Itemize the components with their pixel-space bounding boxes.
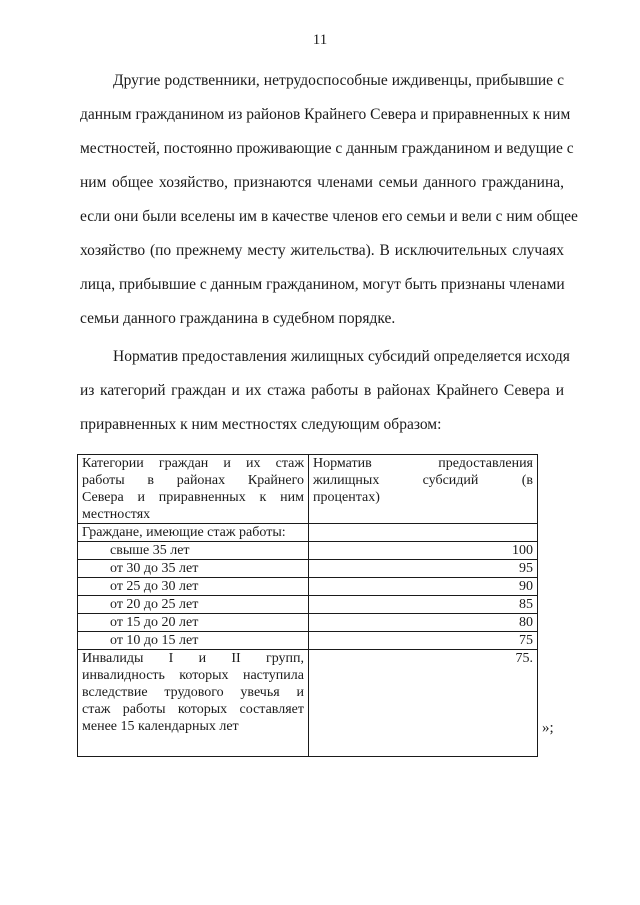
header-norm-line: Норматив предоставления xyxy=(313,456,533,471)
category-cell: от 10 до 15 лет xyxy=(78,632,309,650)
paragraph-line: семьи данного гражданина в судебном порядке. xyxy=(80,310,396,327)
invalids-value-cell: 75. xyxy=(309,650,538,757)
paragraph-line: Норматив предоставления жилищных субсидий определяется исходя xyxy=(113,348,570,365)
table-row xyxy=(78,560,538,578)
paragraph-line: приравненных к ним местностях следующим образом: xyxy=(80,416,442,433)
table-row xyxy=(78,614,538,632)
header-norm-line: процентах) xyxy=(313,490,380,505)
header-norm-cell xyxy=(309,455,538,524)
header-category-cell xyxy=(78,455,309,524)
table-row xyxy=(78,542,538,560)
value-cell: 80 xyxy=(309,614,538,632)
invalids-line: вследствие трудового увечья и xyxy=(82,685,304,700)
table-group-row xyxy=(78,524,538,542)
page-number: 11 xyxy=(312,32,328,48)
table-row xyxy=(78,596,538,614)
paragraph-line: данным гражданином из районов Крайнего Севера и приравненных к ним xyxy=(80,106,571,123)
table-row xyxy=(78,632,538,650)
value-cell: 95 xyxy=(309,560,538,578)
table-header-row xyxy=(78,455,538,524)
paragraph-line: ним общее хозяйство, признаются членами семьи данного гражданина, xyxy=(80,174,564,191)
header-category-line: Севера и приравненных к ним xyxy=(82,490,304,505)
table-row-invalids xyxy=(78,650,538,757)
paragraph-line: из категорий граждан и их стажа работы в районах Крайнего Севера и xyxy=(80,382,564,399)
header-category-line: местностях xyxy=(82,507,151,522)
value-cell: 100 xyxy=(309,542,538,560)
paragraph-line: Другие родственники, нетрудоспособные иждивенцы, прибывшие с xyxy=(113,72,564,89)
invalids-category-cell xyxy=(78,650,309,757)
invalids-line: инвалидность которых наступила xyxy=(82,668,304,683)
paragraph-line: местностей, постоянно проживающие с данным гражданином и ведущие с xyxy=(80,140,574,157)
paragraph-line: лица, прибывшие с данным гражданином, могут быть признаны членами xyxy=(80,276,565,293)
invalids-line: Инвалиды I и II групп, xyxy=(82,651,304,666)
category-cell: от 20 до 25 лет xyxy=(78,596,309,614)
group-value-cell xyxy=(309,524,538,542)
closing-quote-mark: »; xyxy=(542,720,554,736)
paragraph-line: если они были вселены им в качестве членов его семьи и вели с ним общее xyxy=(80,208,578,225)
invalids-line: менее 15 календарных лет xyxy=(82,719,239,734)
value-cell: 75 xyxy=(309,632,538,650)
table-row xyxy=(78,578,538,596)
value-cell: 90 xyxy=(309,578,538,596)
category-cell: от 15 до 20 лет xyxy=(78,614,309,632)
category-cell: свыше 35 лет xyxy=(78,542,309,560)
subsidy-norm-table xyxy=(77,454,538,757)
header-norm-line: жилищных субсидий (в xyxy=(313,473,533,488)
paragraph-line: хозяйство (по прежнему месту жительства). В исключительных случаях xyxy=(80,242,564,259)
group-label-cell: Граждане, имеющие стаж работы: xyxy=(78,524,309,542)
paragraph-family-members xyxy=(80,64,578,336)
value-cell: 85 xyxy=(309,596,538,614)
header-category-line: работы в районах Крайнего xyxy=(82,473,304,488)
header-category-line: Категории граждан и их стаж xyxy=(82,456,304,471)
invalids-line: стаж работы которых составляет xyxy=(82,702,304,717)
category-cell: от 25 до 30 лет xyxy=(78,578,309,596)
category-cell: от 30 до 35 лет xyxy=(78,560,309,578)
paragraph-subsidy-norm xyxy=(80,340,570,442)
